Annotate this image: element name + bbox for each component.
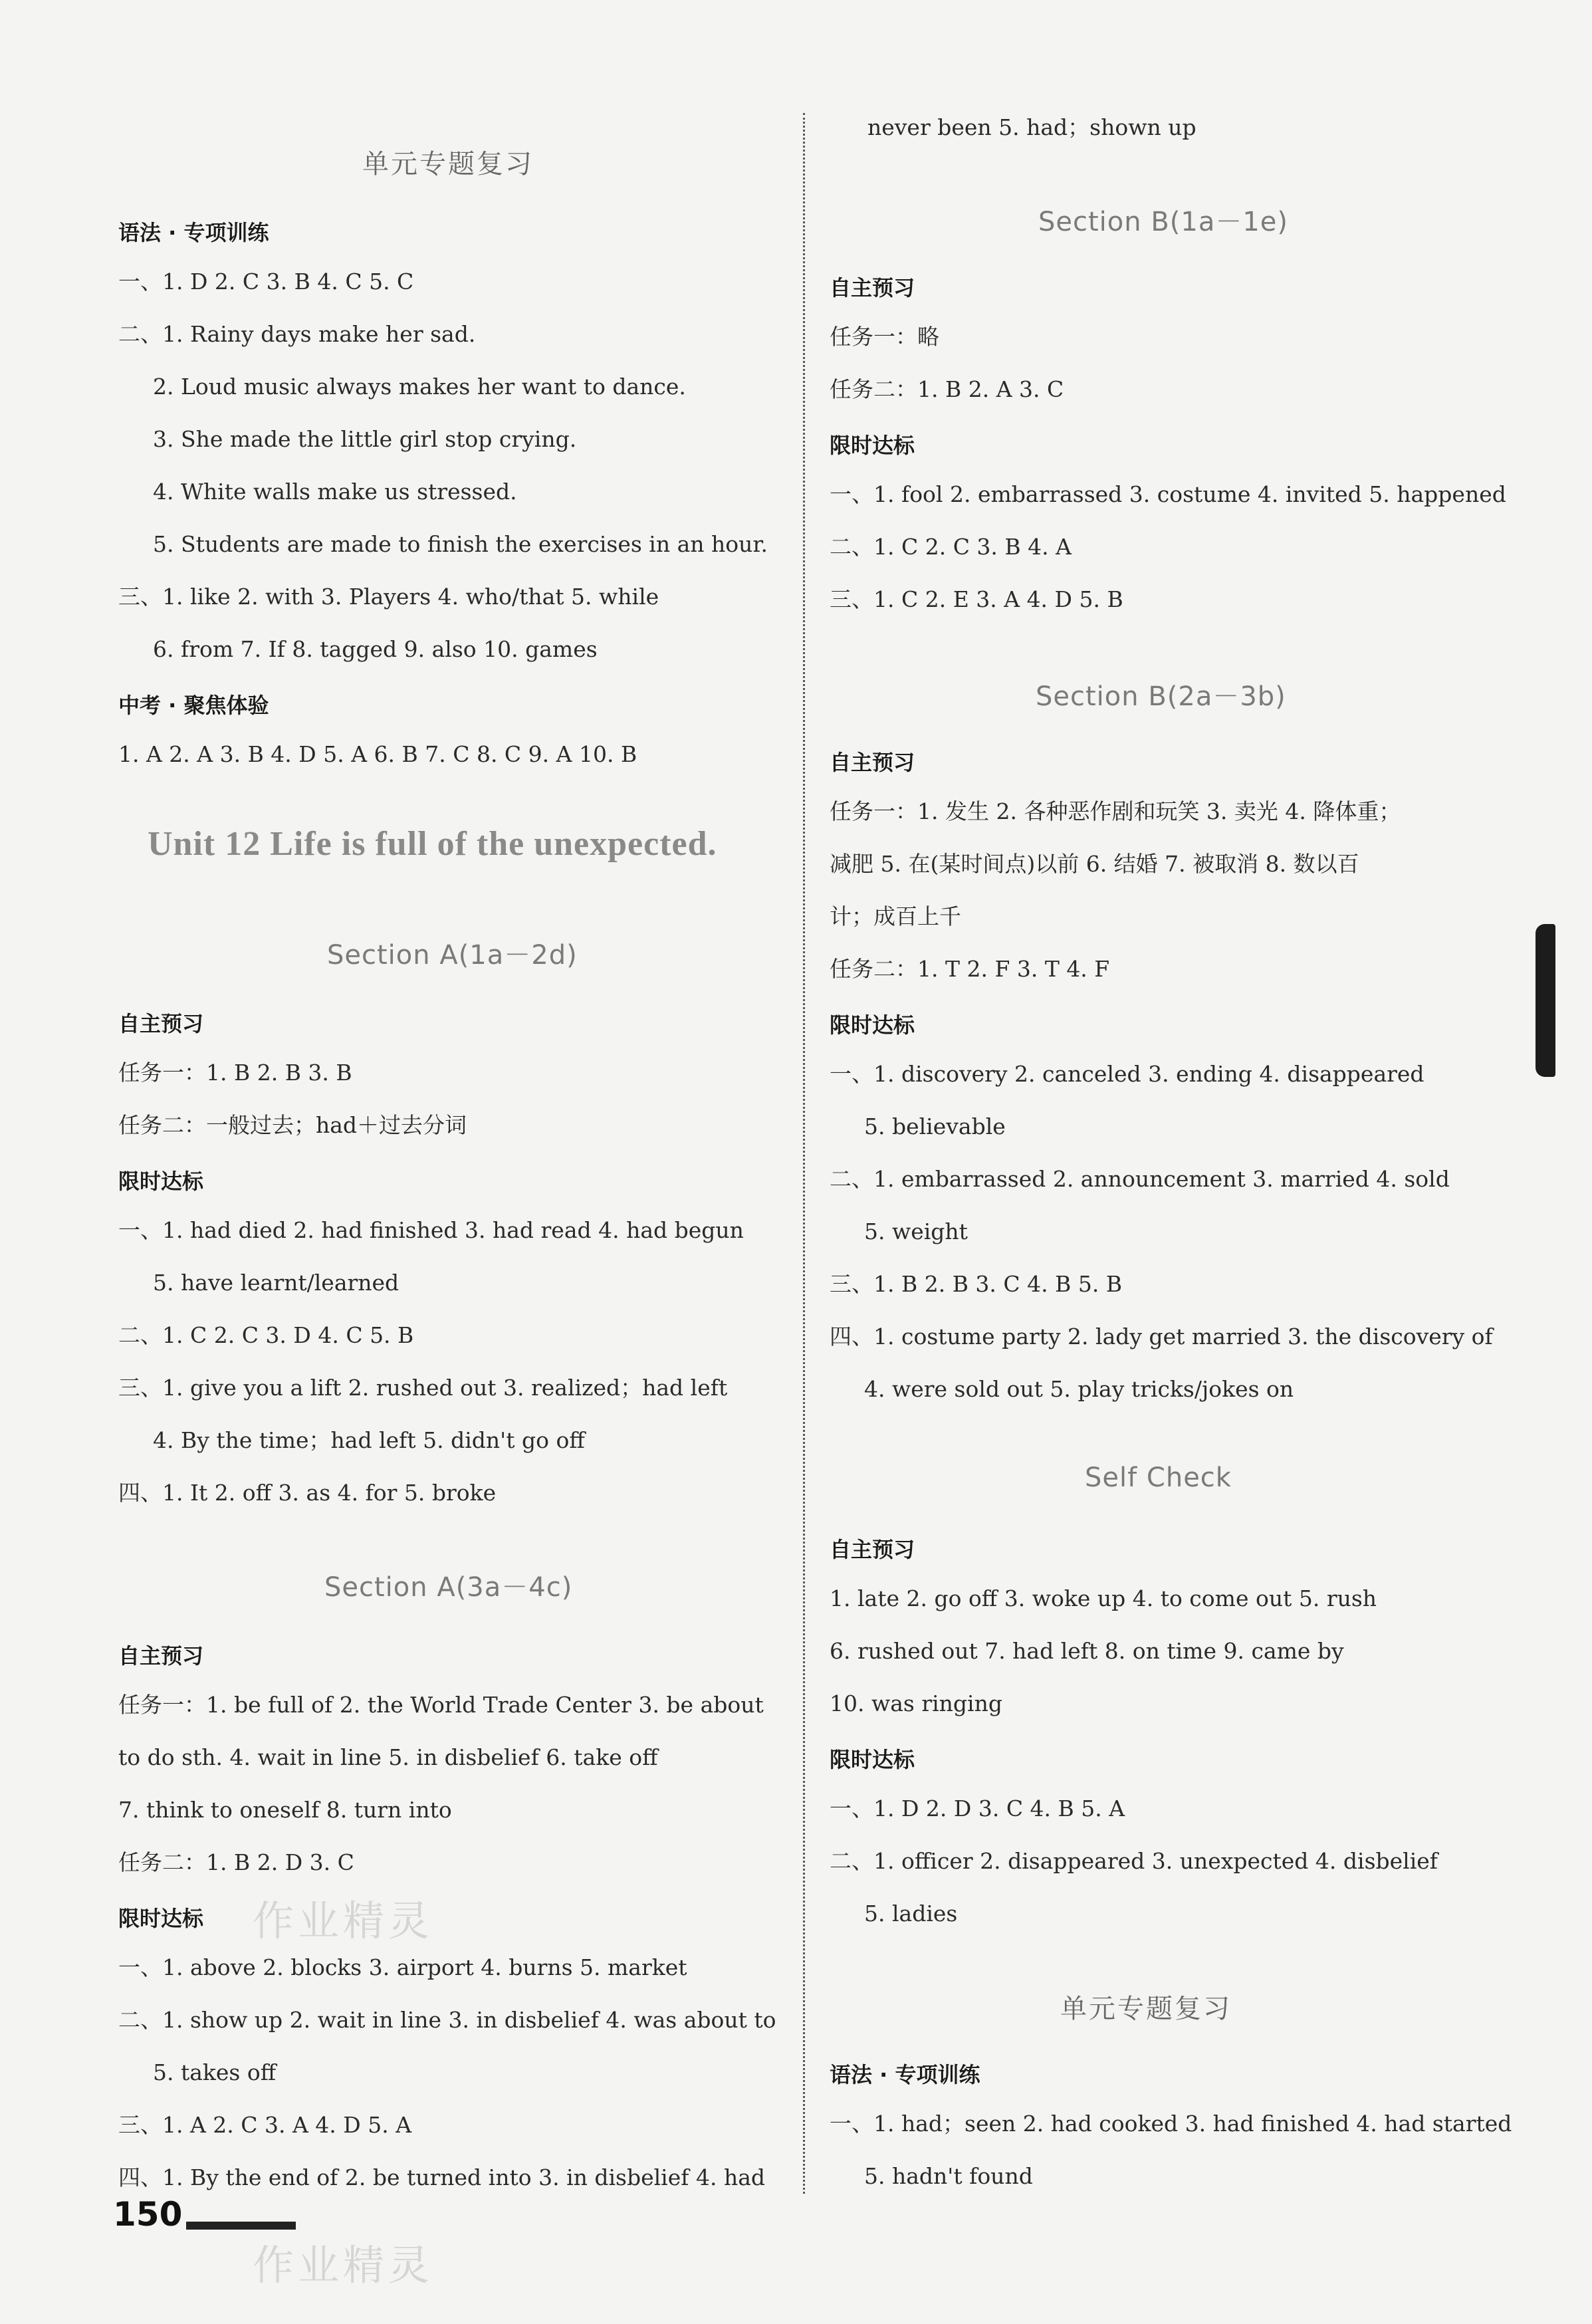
answer-line: never been 5. had；shown up xyxy=(867,114,1196,140)
answer-line: 二、1. Rainy days make her sad. xyxy=(118,321,476,347)
answer-line: 5. Students are made to finish the exercises in an hour. xyxy=(153,531,768,557)
preview-label: 自主预习 xyxy=(830,750,915,775)
answer-line: 一、1. above 2. blocks 3. airport 4. burns 5. market xyxy=(118,1954,687,1980)
answer-line: 5. believable xyxy=(864,1113,1006,1139)
answer-line: 5. takes off xyxy=(153,2059,277,2085)
answer-line: to do sth. 4. wait in line 5. in disbelief 6. take off xyxy=(118,1744,658,1770)
column-divider xyxy=(803,113,805,2194)
answer-line: 6. from 7. If 8. tagged 9. also 10. games xyxy=(153,636,598,662)
page-number-bar xyxy=(186,2222,296,2230)
drill-label: 限时达标 xyxy=(118,1906,204,1931)
page-number: 150 xyxy=(113,2195,183,2234)
answer-line: 减肥 5. 在(某时间点)以前 6. 结婚 7. 被取消 8. 数以百 xyxy=(830,851,1359,877)
answer-line: 5. hadn't found xyxy=(864,2163,1033,2189)
answer-line: 5. weight xyxy=(864,1219,968,1244)
answer-line: 一、1. D 2. D 3. C 4. B 5. A xyxy=(830,1796,1125,1821)
section-title: Self Check xyxy=(1085,1462,1232,1493)
answer-line: 任务二：1. B 2. A 3. C xyxy=(830,376,1064,402)
preview-label: 自主预习 xyxy=(118,1011,204,1036)
answer-line: 三、1. give you a lift 2. rushed out 3. realized；had left xyxy=(118,1375,728,1401)
watermark: 作业精灵 xyxy=(253,1897,434,1945)
answer-line: 5. have learnt/learned xyxy=(153,1270,399,1296)
watermark: 作业精灵 xyxy=(253,2241,434,2289)
answer-line: 3. She made the little girl stop crying. xyxy=(153,426,577,452)
answer-line: 二、1. C 2. C 3. B 4. A xyxy=(830,534,1072,560)
answer-line: 任务二：1. T 2. F 3. T 4. F xyxy=(830,956,1110,982)
answer-line: 二、1. C 2. C 3. D 4. C 5. B xyxy=(118,1322,414,1348)
answer-line: 1. late 2. go off 3. woke up 4. to come out 5. rush xyxy=(830,1585,1377,1611)
section-title: Section A(3a－4c) xyxy=(324,1572,573,1603)
answer-line: 7. think to oneself 8. turn into xyxy=(118,1797,452,1823)
answer-line: 三、1. A 2. C 3. A 4. D 5. A xyxy=(118,2112,412,2138)
answer-line: 5. ladies xyxy=(864,1901,958,1926)
unit-review-heading: 单元专题复习 xyxy=(362,149,534,179)
answer-line: 任务二：1. B 2. D 3. C xyxy=(118,1849,354,1875)
drill-label: 限时达标 xyxy=(830,1012,915,1038)
answer-line: 一、1. had died 2. had finished 3. had read 4. had begun xyxy=(118,1217,744,1243)
drill-label: 限时达标 xyxy=(830,433,915,458)
answer-line: 一、1. D 2. C 3. B 4. C 5. C xyxy=(118,269,414,294)
answer-line: 二、1. show up 2. wait in line 3. in disbelief 4. was about to xyxy=(118,2007,776,2033)
preview-label: 自主预习 xyxy=(830,275,915,300)
answer-line: 三、1. like 2. with 3. Players 4. who/that 5. while xyxy=(118,584,659,610)
answer-line: 任务一：1. 发生 2. 各种恶作剧和玩笑 3. 卖光 4. 降体重； xyxy=(830,798,1401,824)
section-title: Section A(1a－2d) xyxy=(327,940,578,971)
answer-line: 1. A 2. A 3. B 4. D 5. A 6. B 7. C 8. C 9. A 10. B xyxy=(118,741,637,767)
answer-line: 三、1. B 2. B 3. C 4. B 5. B xyxy=(830,1271,1123,1297)
answer-line: 三、1. C 2. E 3. A 4. D 5. B xyxy=(830,586,1123,612)
answer-line: 一、1. had；seen 2. had cooked 3. had finished 4. had started xyxy=(830,2111,1512,2137)
answer-line: 四、1. costume party 2. lady get married 3. the discovery of xyxy=(830,1324,1493,1349)
unit-title: Unit 12 Life is full of the unexpected. xyxy=(148,825,717,863)
answer-line: 4. By the time；had left 5. didn't go off xyxy=(153,1427,585,1453)
answer-line: 四、1. By the end of 2. be turned into 3. in disbelief 4. had xyxy=(118,2164,766,2190)
section-title: Section B(1a－1e) xyxy=(1038,207,1288,237)
answer-line: 6. rushed out 7. had left 8. on time 9. came by xyxy=(830,1638,1344,1664)
answer-line: 一、1. discovery 2. canceled 3. ending 4. disappeared xyxy=(830,1061,1424,1087)
preview-label: 自主预习 xyxy=(118,1643,204,1669)
answer-line: 任务一：略 xyxy=(830,324,939,350)
answer-line: 4. White walls make us stressed. xyxy=(153,479,517,505)
answer-line: 二、1. officer 2. disappeared 3. unexpected 4. disbelief xyxy=(830,1848,1438,1874)
section-title: Section B(2a－3b) xyxy=(1036,681,1286,712)
answer-line: 任务一：1. B 2. B 3. B xyxy=(118,1060,352,1086)
answer-line: 四、1. It 2. off 3. as 4. for 5. broke xyxy=(118,1480,497,1506)
exam-focus-label: 中考 · 聚焦体验 xyxy=(118,693,269,718)
preview-label: 自主预习 xyxy=(830,1537,915,1562)
answer-line: 二、1. embarrassed 2. announcement 3. married 4. sold xyxy=(830,1166,1450,1192)
drill-label: 限时达标 xyxy=(830,1747,915,1772)
grammar-training-label: 语法 · 专项训练 xyxy=(830,2062,980,2087)
answer-line: 任务二：一般过去；had＋过去分词 xyxy=(118,1112,467,1138)
grammar-training-label: 语法 · 专项训练 xyxy=(118,220,269,245)
answer-line: 4. were sold out 5. play tricks/jokes on xyxy=(864,1376,1294,1402)
answer-line: 10. was ringing xyxy=(830,1690,1002,1716)
drill-label: 限时达标 xyxy=(118,1169,204,1194)
unit-review-heading: 单元专题复习 xyxy=(1060,1994,1232,2024)
page-edge-mark xyxy=(1535,924,1555,1077)
answer-line: 2. Loud music always makes her want to dance. xyxy=(153,374,686,400)
answer-line: 任务一：1. be full of 2. the World Trade Center 3. be about xyxy=(118,1692,764,1718)
answer-line: 计；成百上千 xyxy=(830,903,961,929)
answer-line: 一、1. fool 2. embarrassed 3. costume 4. invited 5. happened xyxy=(830,481,1506,507)
